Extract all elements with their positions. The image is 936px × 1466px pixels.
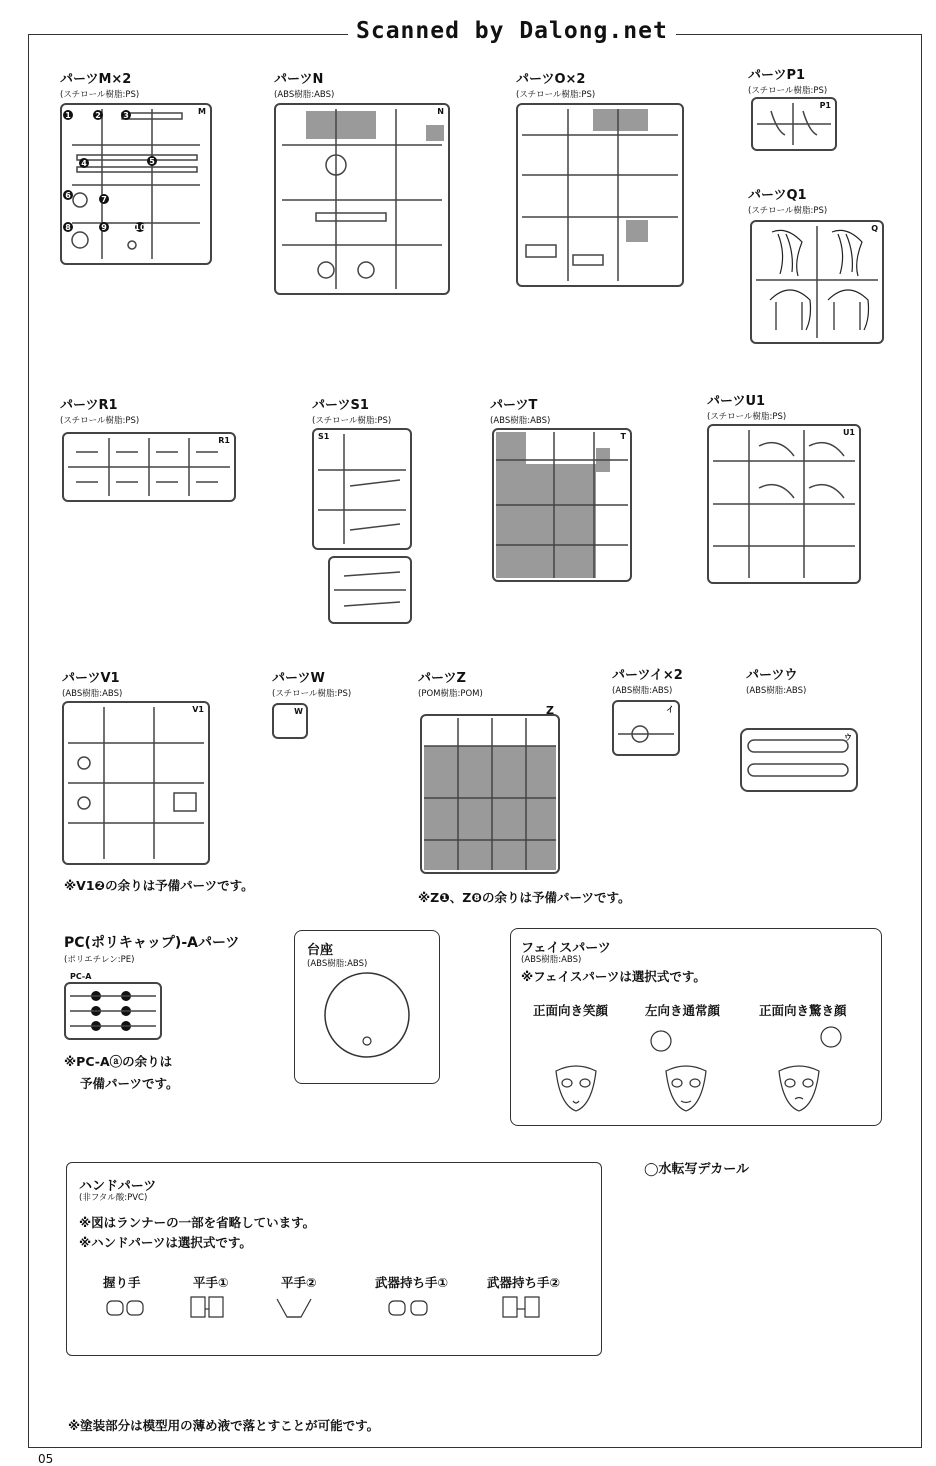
runner-v1 [62, 701, 210, 865]
runner-q1-drawing [752, 222, 882, 342]
part-material: (スチロール樹脂:PS) [748, 86, 828, 96]
hand-box [66, 1162, 602, 1356]
part-material: (スチロール樹脂:PS) [60, 90, 140, 100]
part-w-header [272, 667, 351, 699]
part-material: (ABS樹脂:ABS) [490, 416, 551, 426]
face-title: フェイスパーツ [521, 941, 611, 956]
face-option-surprised: 正面向き驚き顔 [759, 1003, 847, 1018]
part-title: パーツQ1 [748, 188, 807, 203]
part-title: パーツウ [746, 668, 798, 683]
runner-tag: V1 [192, 705, 204, 714]
svg-text:2: 2 [95, 111, 101, 120]
part-title: パーツイ×2 [612, 668, 683, 683]
part-title: パーツU1 [707, 394, 766, 409]
part-material: (POM樹脂:POM) [418, 689, 483, 699]
svg-text:8: 8 [65, 223, 71, 232]
part-t-header [490, 394, 550, 426]
svg-text:4: 4 [81, 159, 87, 168]
part-s1-header [312, 394, 391, 426]
hand-option-fist: 握り手 [103, 1275, 141, 1290]
part-material: (スチロール樹脂:PS) [272, 689, 352, 699]
hand-option-flat-1: 平手① [193, 1275, 229, 1290]
runner-o-drawing [518, 105, 682, 285]
runner-q1 [750, 220, 884, 344]
runner-u1-drawing [709, 426, 859, 582]
runner-s1-b-drawing [330, 558, 410, 622]
runner-tag: PC-A [70, 972, 92, 981]
decal-label: ◯水転写デカール [644, 1162, 750, 1177]
part-title: パーツN [274, 72, 324, 87]
part-z-header [418, 667, 483, 699]
part-material: (ABS樹脂:ABS) [612, 686, 673, 696]
face-note: ※フェイスパーツは選択式です。 [521, 969, 706, 984]
runner-o [516, 103, 684, 287]
face-material: (ABS樹脂:ABS) [521, 955, 582, 965]
part-title: パーツM×2 [60, 72, 132, 87]
hand-title: ハンドパーツ [79, 1179, 157, 1194]
runner-t [492, 428, 632, 582]
runner-tag: イ [666, 705, 674, 714]
hand-option-weapon-1: 武器持ち手① [375, 1275, 449, 1290]
hand-option-weapon-2: 武器持ち手② [487, 1275, 561, 1290]
runner-tag: M [198, 107, 206, 116]
hand-drawings [67, 1163, 601, 1355]
pc-header [64, 932, 239, 965]
runner-s1-a-drawing [314, 430, 410, 548]
runner-tag: S1 [318, 432, 330, 441]
runner-tag: U1 [842, 428, 855, 437]
runner-n-drawing [276, 105, 448, 293]
runner-r1 [62, 432, 236, 502]
runner-w [272, 703, 308, 739]
pc-note-line1: ※PC-Aⓐの余りは [64, 1054, 173, 1069]
part-m-header [60, 68, 139, 100]
svg-text:1: 1 [65, 111, 71, 120]
runner-tag: R1 [218, 436, 230, 445]
svg-text:3: 3 [123, 111, 129, 120]
runner-m-drawing [62, 105, 210, 263]
runner-tag: W [294, 707, 303, 716]
part-title: パーツT [490, 398, 538, 413]
z-spare-note: ※Z❶、Z❽の余りは予備パーツです。 [418, 890, 631, 905]
part-material: (スチロール樹脂:PS) [748, 206, 828, 216]
pc-material: (ポリエチレン:PE) [64, 955, 135, 965]
part-o-header [516, 68, 595, 100]
part-title: パーツP1 [748, 68, 806, 83]
svg-text:6: 6 [65, 191, 71, 200]
runner-t-drawing [494, 430, 630, 580]
scan-banner: Scanned by Dalong.net [348, 18, 676, 44]
part-v1-header [62, 667, 122, 699]
part-n-header [274, 68, 334, 100]
runner-s1-b [328, 556, 412, 624]
runner-v1-drawing [64, 703, 208, 863]
part-i-header [612, 664, 683, 696]
runner-i [612, 700, 680, 756]
hand-option-flat-2: 平手② [281, 1275, 317, 1290]
pc-title: PC(ポリキャップ)-Aパーツ [64, 935, 240, 951]
part-q1-header [748, 184, 827, 216]
svg-text:10: 10 [134, 223, 146, 232]
part-material: (スチロール樹脂:PS) [516, 90, 596, 100]
runner-u [740, 728, 858, 792]
runner-tag: N [437, 107, 444, 116]
hand-note-2: ※ハンドパーツは選択式です。 [79, 1235, 252, 1250]
part-r1-header [60, 394, 139, 426]
face-box [510, 928, 882, 1126]
runner-tag: P1 [819, 101, 831, 110]
part-title: パーツS1 [312, 398, 369, 413]
part-u-header [746, 664, 806, 696]
part-material: (スチロール樹脂:PS) [312, 416, 392, 426]
part-material: (ABS樹脂:ABS) [62, 689, 123, 699]
runner-tag: Z [546, 704, 554, 717]
runner-z [420, 704, 560, 874]
runner-pc-a-drawing [66, 984, 160, 1038]
part-title: パーツR1 [60, 398, 118, 413]
part-material: (スチロール樹脂:PS) [60, 416, 140, 426]
part-u1-header [707, 390, 786, 422]
pc-note-line2: 予備パーツです。 [80, 1076, 179, 1091]
runner-p1 [751, 97, 837, 151]
page-number: 05 [38, 1452, 54, 1466]
stand-box [294, 930, 440, 1084]
runner-u-drawing [742, 730, 856, 790]
runner-s1-a [312, 428, 412, 550]
hand-note-1: ※図はランナーの一部を省略しています。 [79, 1215, 316, 1230]
runner-i-drawing [614, 702, 678, 754]
runner-z-drawing [422, 716, 558, 872]
part-title: パーツV1 [62, 671, 120, 686]
svg-text:9: 9 [101, 223, 107, 232]
svg-text:5: 5 [149, 157, 155, 166]
part-title: パーツZ [418, 671, 466, 686]
part-material: (スチロール樹脂:PS) [707, 412, 787, 422]
runner-tag: ウ [844, 733, 852, 742]
part-title: パーツW [272, 671, 325, 686]
footer-note: ※塗装部分は模型用の薄め液で落とすことが可能です。 [68, 1418, 380, 1433]
hand-material: (非フタル酸:PVC) [79, 1193, 148, 1203]
face-option-smile: 正面向き笑顔 [533, 1003, 609, 1018]
part-material: (ABS樹脂:ABS) [746, 686, 807, 696]
runner-p1-drawing [753, 99, 835, 149]
part-p1-header [748, 64, 827, 96]
runner-r1-drawing [64, 434, 234, 500]
svg-text:7: 7 [101, 195, 107, 204]
face-drawings [511, 929, 881, 1125]
runner-m [60, 103, 212, 265]
stand-material: (ABS樹脂:ABS) [307, 959, 368, 969]
part-title: パーツO×2 [516, 72, 586, 87]
runner-tag: T [620, 432, 626, 441]
runner-u1 [707, 424, 861, 584]
part-material: (ABS樹脂:ABS) [274, 90, 335, 100]
face-option-left: 左向き通常顔 [645, 1003, 721, 1018]
runner-n [274, 103, 450, 295]
runner-pc-a [64, 972, 162, 1040]
runner-tag: Q [871, 224, 878, 233]
v1-spare-note: ※V1❷の余りは予備パーツです。 [64, 878, 254, 893]
stand-drawing [295, 931, 439, 1083]
stand-title: 台座 [307, 943, 334, 958]
